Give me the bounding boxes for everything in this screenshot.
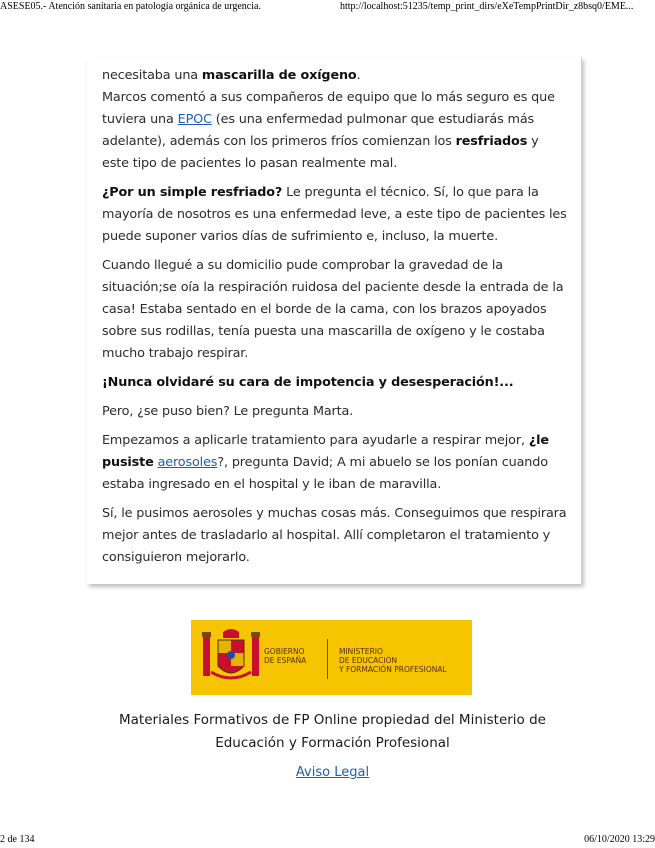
aerosoles-link[interactable]: aerosoles [157,455,218,470]
bold-mascarilla: mascarilla de oxígeno [201,68,357,83]
paragraph-2: ¿Por un simple resfriado? Le pregunta el técnico. Sí, lo que para la mayoría de nosotros es una enfermedad leve, a este tipo de pacientes les puede suponer varios días de sufrimiento e, incluso, la muerte. [102,185,567,244]
paragraph-7: Sí, le pusimos aerosoles y muchas cosas más. Conseguimos que respirara mejor antes de trasladarlo al hospital. Allí completaron el tratamiento y consiguieron mejorarlo. [102,506,567,565]
epoc-link[interactable]: EPOC [177,112,212,127]
paragraph-1: necesitaba una mascarilla de oxígeno. Marcos comentó a sus compañeros de equipo que lo más seguro es que tuviera una EPOC (es una enfermedad pulmonar que estudiarás más adelante), además con los primeros fríos comienzan los resfriados y este tipo de pacientes lo pasan realmente mal. [102,68,555,171]
article-card [87,57,582,584]
bold-question: ¿Por un simple resfriado? [102,185,283,200]
ministerio-text: MINISTERIO DE EDUCACIÓN Y FORMACIÓN PROFESIONAL [339,647,447,674]
paragraph-6: Empezamos a aplicarle tratamiento para ayudarle a respirar mejor, ¿le pusiste aerosoles?, pregunta David; A mi abuelo se los ponían cuando estaba ingresado en el hospital y le iban de maravilla. [102,433,549,492]
paragraph-4 [102,372,567,394]
print-datetime: 06/10/2020 13:29 [584,834,655,845]
gobierno-text: GOBIERNO DE ESPAÑA [264,647,307,665]
page-number: 2 de 134 [0,834,35,845]
paragraph-3: Cuando llegué a su domicilio pude comprobar la gravedad de la situación;se oía la respiración ruidosa del paciente desde la entrada de la casa! Estaba sentado en el borde de la cama, con los brazos apoyados sobre sus rodillas, tenía puesta una mascarilla de oxígeno y le costaba mucho trabajo respirar. [102,258,564,361]
footer-legal [90,765,575,780]
footer-title: Materiales Formativos de FP Online propiedad del Ministerio de Educación y Formación Profesional [119,712,546,751]
coat-of-arms-icon [201,626,261,689]
article-body [102,65,567,576]
print-footer [0,834,655,848]
bold-exclamation: ¡Nunca olvidaré su cara de impotencia y desesperación!... [102,375,514,390]
bold-le-pusiste: ¿le pusiste [102,433,549,470]
paragraph-5: Pero, ¿se puso bien? Le pregunta Marta. [102,404,354,419]
print-header [0,0,655,14]
print-header-url: http://localhost:51235/temp_print_dirs/eXeTempPrintDir_z8bsq0/EME... [340,1,634,12]
logo-divider [327,639,328,679]
aviso-legal-link[interactable]: Aviso Legal [295,765,370,780]
ministry-logo [191,620,472,695]
print-header-title: ASESE05.- Atención sanitaria en patología orgánica de urgencia. [0,1,261,12]
bold-resfriados: resfriados [455,134,528,149]
